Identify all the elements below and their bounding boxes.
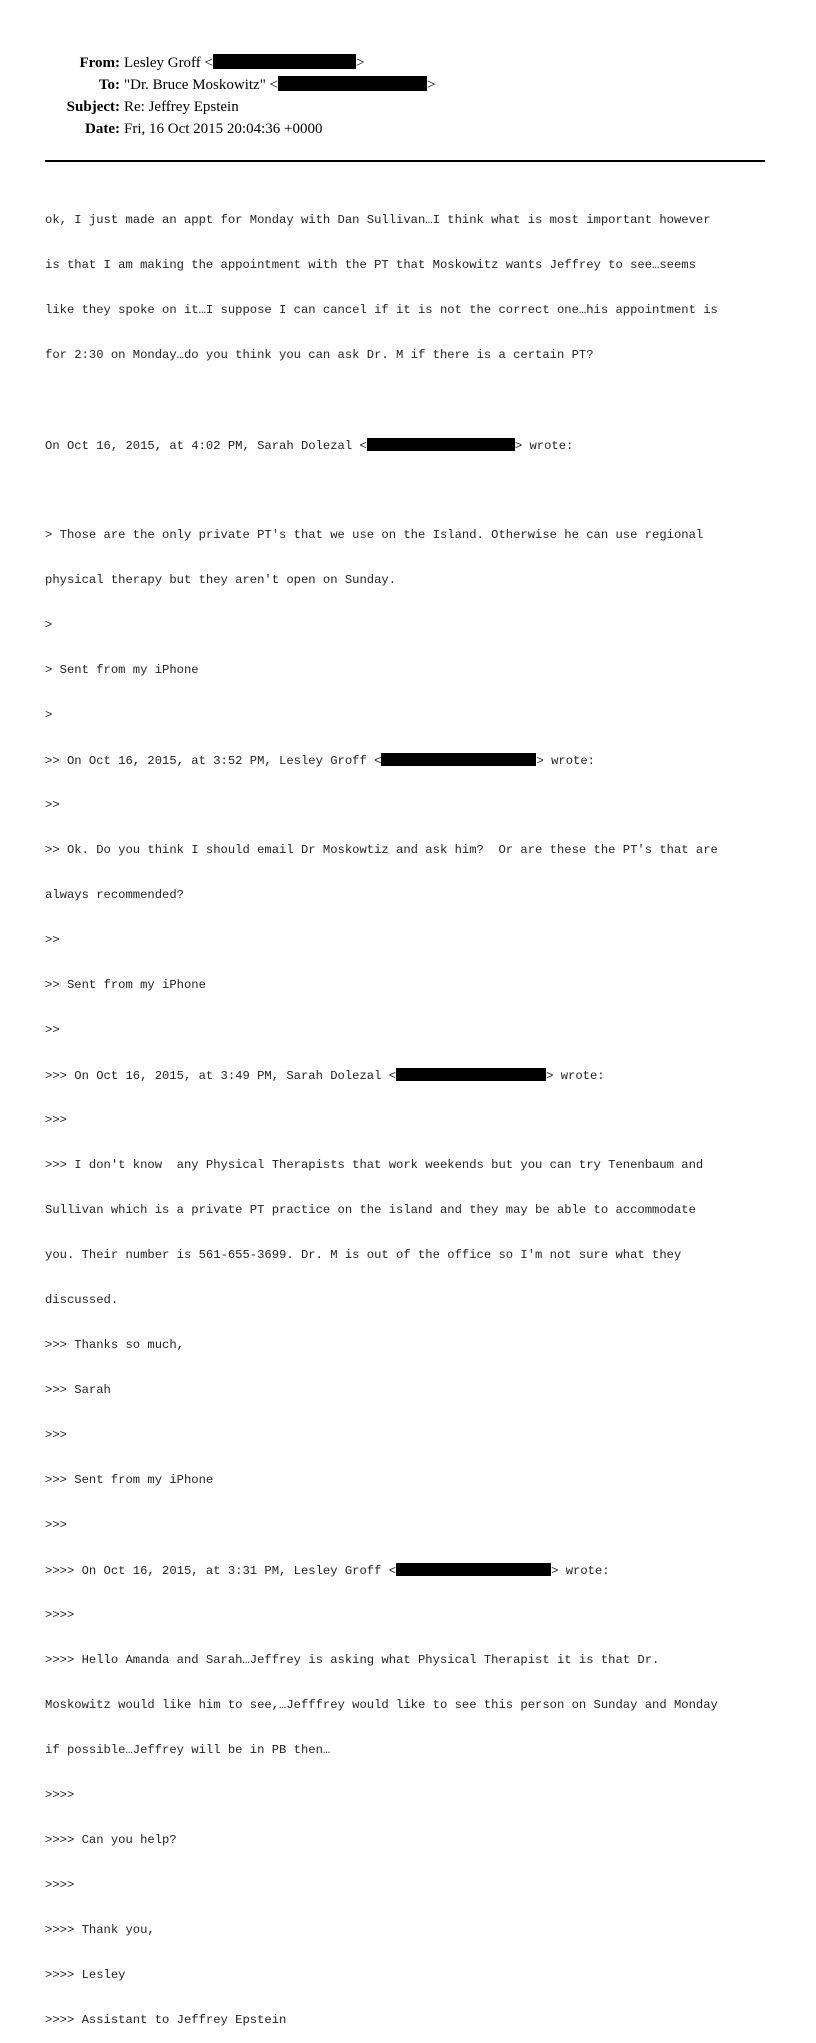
body-line: >>> I don't know any Physical Therapists that work weekends but you can try Tenenbaum and — [45, 1158, 704, 1172]
body-line: is that I am making the appointment with the PT that Moskowitz wants Jeffrey to see…seems — [45, 258, 696, 272]
body-line: always recommended? — [45, 888, 184, 902]
body-line: >> — [45, 1023, 60, 1037]
quote-header-end: > wrote: — [546, 1069, 605, 1083]
body-line: >>> — [45, 1518, 67, 1532]
body-line: discussed. — [45, 1293, 119, 1307]
header-divider — [45, 160, 765, 162]
body-line: >> Ok. Do you think I should email Dr Moskowtiz and ask him? Or are these the PT's that are — [45, 843, 718, 857]
body-line: >>>> — [45, 1788, 75, 1802]
quote-header-line — [45, 438, 770, 453]
body-line: >>>> Thank you, — [45, 1923, 155, 1937]
body-line: > Those are the only private PT's that we use on the Island. Otherwise he can use regional — [45, 528, 704, 542]
to-row — [0, 74, 816, 96]
quote-header-text: >>> On Oct 16, 2015, at 3:49 PM, Sarah Dolezal < — [45, 1069, 397, 1083]
body-line: >>> — [45, 1428, 67, 1442]
redaction-box — [278, 76, 427, 91]
body-line: if possible…Jeffrey will be in PB then… — [45, 1743, 331, 1757]
from-end: > — [356, 55, 365, 71]
body-line: >> — [45, 933, 60, 947]
body-line: ok, I just made an appt for Monday with Dan Sullivan…I think what is most important however — [45, 213, 711, 227]
quote-header-end: > wrote: — [536, 754, 595, 768]
body-line: >>> Sent from my iPhone — [45, 1473, 214, 1487]
quote-header-text: >>>> On Oct 16, 2015, at 3:31 PM, Lesley Groff < — [45, 1564, 397, 1578]
subject-row — [0, 96, 816, 118]
body-line: > Sent from my iPhone — [45, 663, 199, 677]
subject-label: Subject: — [66, 99, 120, 115]
body-line: >>>> Assistant to Jeffrey Epstein — [45, 2013, 287, 2027]
body-line: >> Sent from my iPhone — [45, 978, 206, 992]
body-line: >>>> — [45, 1878, 75, 1892]
to-end: > — [427, 77, 436, 93]
redaction-box — [213, 54, 356, 69]
body-line: for 2:30 on Monday…do you think you can ask Dr. M if there is a certain PT? — [45, 348, 594, 362]
quote-header-line — [45, 1563, 770, 1578]
body-line: >>>> — [45, 1608, 75, 1622]
quote-header-end: > wrote: — [514, 439, 574, 453]
email-body — [45, 183, 770, 2043]
body-line: >>> — [45, 1113, 67, 1127]
quote-header-line — [45, 753, 770, 768]
quote-header-text: >> On Oct 16, 2015, at 3:52 PM, Lesley Groff < — [45, 754, 382, 768]
body-line: > — [45, 708, 53, 722]
body-line: >>> Thanks so much, — [45, 1338, 184, 1352]
blank-line — [45, 393, 770, 408]
from-row — [0, 52, 816, 74]
from-value: Lesley Groff < — [124, 55, 213, 71]
body-line: >> — [45, 798, 60, 812]
date-row — [0, 118, 816, 140]
quote-header-end: > wrote: — [551, 1564, 610, 1578]
to-label: To: — [98, 77, 120, 93]
quote-header-text: On Oct 16, 2015, at 4:02 PM, Sarah Dolezal < — [45, 439, 367, 453]
body-line: like they spoke on it…I suppose I can cancel if it is not the correct one…his appointment is — [45, 303, 718, 317]
body-line: >>> Sarah — [45, 1383, 111, 1397]
body-line: physical therapy but they aren't open on Sunday. — [45, 573, 397, 587]
date-value: Fri, 16 Oct 2015 20:04:36 +0000 — [124, 121, 323, 137]
quote-header-line — [45, 1068, 770, 1083]
from-label: From: — [79, 55, 120, 71]
body-line: you. Their number is 561-655-3699. Dr. M is out of the office so I'm not sure what they — [45, 1248, 682, 1262]
body-line: Moskowitz would like him to see,…Jefffrey would like to see this person on Sunday and Monday — [45, 1698, 718, 1712]
redaction-box — [381, 753, 536, 766]
body-line: >>>> Can you help? — [45, 1833, 177, 1847]
body-line: Sullivan which is a private PT practice on the island and they may be able to accommodate — [45, 1203, 696, 1217]
redaction-box — [367, 438, 515, 451]
body-line: >>>> Hello Amanda and Sarah…Jeffrey is asking what Physical Therapist it is that Dr. — [45, 1653, 660, 1667]
to-value: "Dr. Bruce Moskowitz" < — [124, 77, 279, 93]
body-line: >>>> Lesley — [45, 1968, 126, 1982]
blank-line — [45, 483, 770, 498]
body-line: > — [45, 618, 53, 632]
redaction-box — [396, 1563, 551, 1576]
date-label: Date: — [85, 121, 120, 137]
email-header — [0, 52, 816, 140]
subject-value: Re: Jeffrey Epstein — [124, 99, 239, 115]
redaction-box — [396, 1068, 546, 1081]
